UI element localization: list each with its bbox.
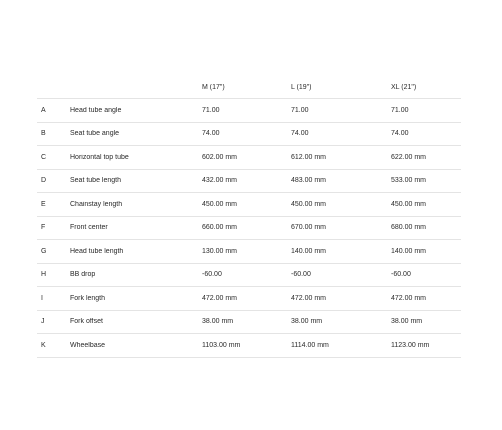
table-row	[37, 334, 461, 358]
row-letter: F	[41, 224, 46, 232]
row-letter: A	[41, 106, 46, 114]
value-size-m: 660.00 mm	[202, 224, 238, 232]
row-measurement-name: Fork offset	[70, 318, 103, 326]
value-size-m: 38.00 mm	[202, 318, 234, 326]
value-size-l: 38.00 mm	[291, 318, 323, 326]
value-size-m: 1103.00 mm	[202, 341, 241, 349]
header-size-l: L (19")	[291, 83, 312, 91]
row-letter: D	[41, 177, 47, 185]
value-size-l: 670.00 mm	[291, 224, 327, 232]
value-size-m: 71.00	[202, 106, 220, 114]
row-measurement-name: Front center	[70, 224, 108, 232]
value-size-l: 612.00 mm	[291, 153, 327, 161]
table-row	[37, 217, 461, 241]
value-size-l: -60.00	[291, 271, 311, 279]
row-letter: J	[41, 318, 45, 326]
value-size-l: 1114.00 mm	[291, 341, 329, 349]
value-size-xl: 450.00 mm	[391, 200, 427, 208]
value-size-xl: 622.00 mm	[391, 153, 427, 161]
table-row	[37, 240, 461, 264]
value-size-xl: 472.00 mm	[391, 294, 427, 302]
value-size-m: 130.00 mm	[202, 247, 238, 255]
row-letter: K	[41, 341, 46, 349]
row-measurement-name: Seat tube length	[70, 177, 121, 185]
row-measurement-name: Head tube angle	[70, 106, 122, 114]
value-size-m: 472.00 mm	[202, 294, 238, 302]
value-size-m: 450.00 mm	[202, 200, 238, 208]
value-size-xl: 140.00 mm	[391, 247, 427, 255]
header-size-m: M (17")	[202, 83, 225, 91]
geometry-table	[37, 76, 461, 358]
header-size-xl: XL (21")	[391, 83, 417, 91]
value-size-xl: 74.00	[391, 130, 409, 138]
value-size-m: 432.00 mm	[202, 177, 238, 185]
row-letter: B	[41, 130, 46, 138]
table-row	[37, 170, 461, 194]
row-letter: H	[41, 271, 47, 279]
table-row	[37, 193, 461, 217]
table-row	[37, 311, 461, 335]
value-size-l: 450.00 mm	[291, 200, 327, 208]
row-measurement-name: Wheelbase	[70, 341, 106, 349]
value-size-xl: 680.00 mm	[391, 224, 427, 232]
row-letter: E	[41, 200, 46, 208]
row-measurement-name: Seat tube angle	[70, 130, 120, 138]
value-size-xl: 71.00	[391, 106, 409, 114]
row-letter: I	[41, 294, 43, 302]
table-body	[37, 99, 461, 358]
value-size-l: 483.00 mm	[291, 177, 327, 185]
table-row	[37, 264, 461, 288]
value-size-xl: 38.00 mm	[391, 318, 423, 326]
row-measurement-name: Fork length	[70, 294, 106, 302]
row-letter: G	[41, 247, 47, 255]
value-size-m: 602.00 mm	[202, 153, 238, 161]
row-measurement-name: Horizontal top tube	[70, 153, 129, 161]
table-row	[37, 123, 461, 147]
value-size-l: 472.00 mm	[291, 294, 327, 302]
table-row	[37, 146, 461, 170]
value-size-l: 140.00 mm	[291, 247, 327, 255]
value-size-l: 74.00	[291, 130, 309, 138]
value-size-m: -60.00	[202, 271, 222, 279]
value-size-xl: -60.00	[391, 271, 411, 279]
value-size-xl: 533.00 mm	[391, 177, 427, 185]
table-header-row	[37, 76, 461, 99]
row-measurement-name: Head tube length	[70, 247, 124, 255]
row-letter: C	[41, 153, 47, 161]
row-measurement-name: BB drop	[70, 271, 96, 279]
table-row	[37, 287, 461, 311]
row-measurement-name: Chainstay length	[70, 200, 123, 208]
value-size-xl: 1123.00 mm	[391, 341, 430, 349]
value-size-l: 71.00	[291, 106, 309, 114]
value-size-m: 74.00	[202, 130, 220, 138]
table-row	[37, 99, 461, 123]
